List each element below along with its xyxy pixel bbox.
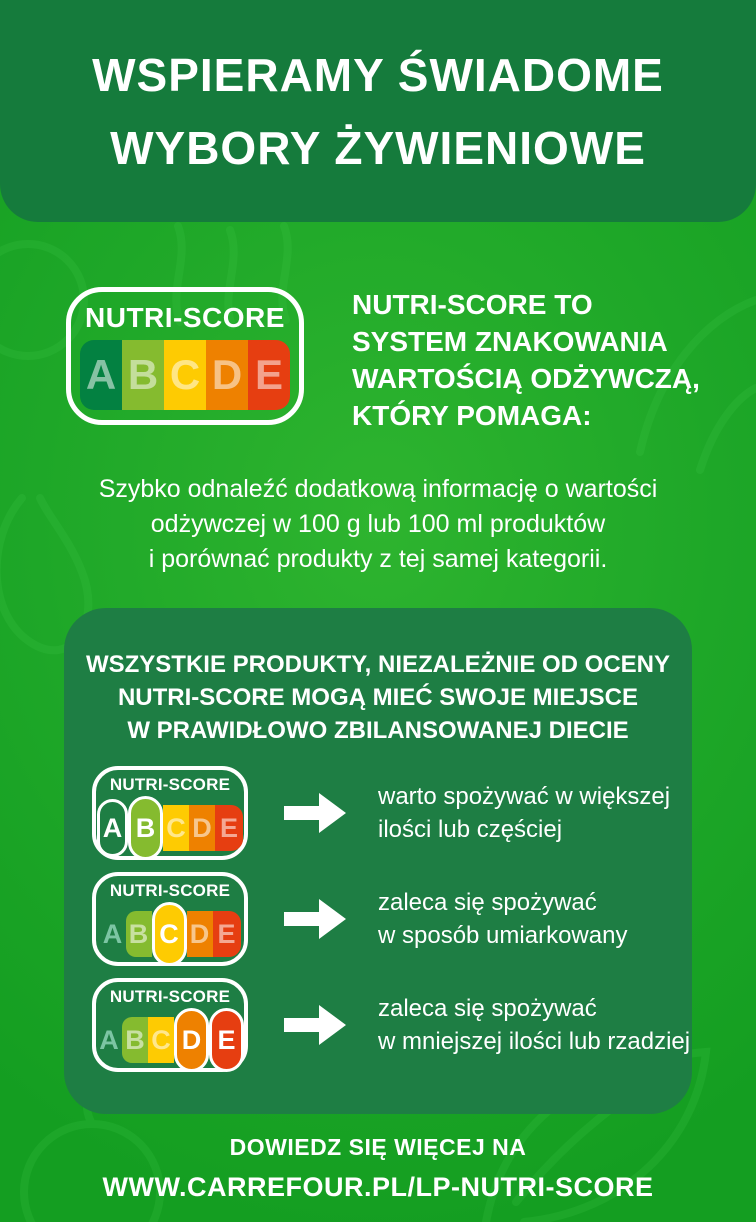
grade-e-segment: E — [215, 805, 243, 851]
right-arrow-icon — [284, 899, 346, 939]
grade-d-segment: D — [187, 911, 213, 957]
intro-paragraph — [0, 472, 756, 577]
grade-row-d-e — [92, 978, 690, 1072]
header-title-line1: WSPIERAMY ŚWIADOME — [92, 48, 664, 101]
nutri-score-logo-label: NUTRI-SCORE — [85, 302, 285, 333]
intro-paragraph-line: odżywczej w 100 g lub 100 ml produktów — [150, 510, 606, 538]
intro-heading — [352, 286, 732, 434]
grade-row-b — [92, 766, 670, 860]
badge-label: NUTRI-SCORE — [109, 881, 231, 900]
intro-paragraph-line: i porównać produkty z tej samej kategorii. — [148, 545, 608, 573]
nutri-score-badge-b — [92, 766, 248, 860]
header-title-line2: WYBORY ŻYWIENIOWE — [110, 121, 646, 174]
grade-a-outline: A — [97, 799, 128, 857]
nutri-score-badge-c — [92, 872, 248, 966]
intro-heading-line: SYSTEM ZNAKOWANIA — [352, 326, 668, 357]
grade-b-segment: B — [126, 911, 152, 957]
footer — [0, 1134, 756, 1203]
grade-d-e-description: zaleca się spożywać w mniejszej ilości lub rzadziej — [378, 995, 691, 1055]
grade-e-segment: E — [213, 911, 241, 957]
panel-heading-line: NUTRI-SCORE MOGĄ MIEĆ SWOJE MIEJSCE — [117, 684, 639, 711]
grade-b-segment: B — [122, 340, 164, 410]
footer-url: WWW.CARREFOUR.PL/LP-NUTRI-SCORE — [102, 1172, 654, 1202]
grade-b-segment: B — [122, 1017, 148, 1063]
grade-d-pill-highlighted: D — [174, 1008, 209, 1072]
grade-a-segment: A — [80, 340, 122, 410]
grade-c-segment: C — [148, 1017, 174, 1063]
grade-e-pill-highlighted: E — [209, 1008, 244, 1072]
header-banner — [0, 0, 756, 222]
badge-scale — [97, 796, 243, 860]
grade-c-segment: C — [163, 805, 189, 851]
grade-b-pill-highlighted: B — [128, 796, 163, 860]
grade-a-letter: A — [99, 1024, 119, 1055]
grade-d-segment: D — [189, 805, 215, 851]
nutri-score-scale — [80, 340, 290, 410]
nutri-score-badge-d-e — [92, 978, 248, 1072]
badge-label: NUTRI-SCORE — [109, 775, 231, 794]
intro-heading-line: NUTRI-SCORE TO — [352, 289, 593, 320]
badge-scale — [100, 902, 241, 966]
intro-paragraph-line: Szybko odnaleźć dodatkową informację o wartości — [98, 475, 658, 503]
right-arrow-icon — [284, 1005, 346, 1045]
panel-heading-line: W PRAWIDŁOWO ZBILANSOWANEJ DIECIE — [127, 717, 629, 744]
right-arrow-icon — [284, 793, 346, 833]
footer-more-info-label: DOWIEDZ SIĘ WIĘCEJ NA — [229, 1134, 527, 1160]
grade-c-pill-highlighted: C — [152, 902, 187, 966]
grade-d-segment: D — [206, 340, 248, 410]
grade-c-segment: C — [164, 340, 206, 410]
badge-label: NUTRI-SCORE — [109, 987, 231, 1006]
grade-e-segment: E — [248, 340, 290, 410]
grade-a-letter: A — [102, 918, 123, 949]
panel-heading-line: WSZYSTKIE PRODUKTY, NIEZALEŻNIE OD OCENY — [85, 651, 671, 678]
badge-scale — [96, 1008, 244, 1072]
grades-explanation-panel — [64, 608, 692, 1114]
intro-heading-line: WARTOŚCIĄ ODŻYWCZĄ, — [352, 363, 700, 394]
grade-b-description: warto spożywać w większej ilości lub częściej — [378, 783, 671, 843]
panel-heading — [64, 648, 692, 747]
nutri-score-logo — [66, 287, 304, 425]
intro-heading-line: KTÓRY POMAGA: — [352, 400, 592, 431]
grade-c-description: zaleca się spożywać w sposób umiarkowany — [378, 889, 628, 949]
grade-row-c — [92, 872, 627, 966]
